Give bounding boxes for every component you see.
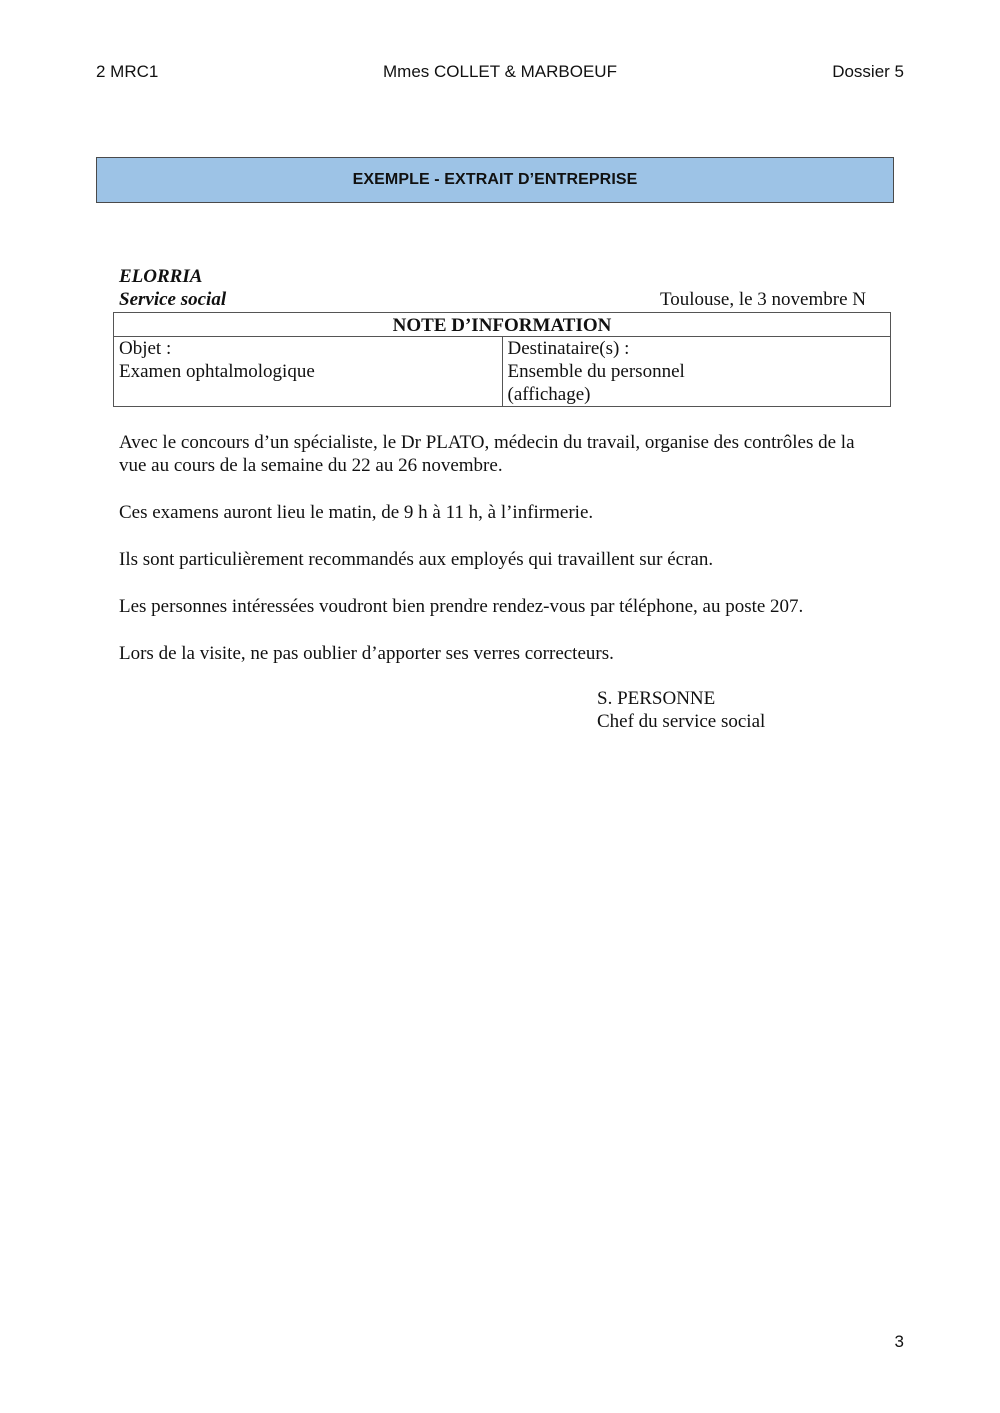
object-cell: [114, 337, 503, 407]
note-title-cell: [114, 313, 891, 337]
recipients-line-2: (affichage): [507, 384, 591, 405]
note-body: [119, 431, 869, 689]
signature-title: Chef du service social: [597, 711, 766, 732]
body-paragraph: Ces examens auront lieu le matin, de 9 h à 11 h, à l’infirmerie.: [119, 502, 594, 523]
signature-block: [597, 687, 765, 733]
body-paragraph: Ils sont particulièrement recommandés aux employés qui travaillent sur écran.: [119, 549, 714, 570]
header-center: Mmes COLLET & MARBOEUF: [383, 62, 617, 81]
recipients-label: Destinataire(s) :: [507, 338, 630, 359]
company-name: ELORRIA: [119, 266, 203, 287]
department-name: Service social: [119, 289, 227, 310]
recipients-line-1: Ensemble du personnel: [507, 361, 685, 382]
page-header: [96, 62, 904, 86]
header-left: 2 MRC1: [96, 62, 159, 81]
signature-name: S. PERSONNE: [597, 688, 716, 709]
place-date: Toulouse, le 3 novembre N: [659, 289, 866, 310]
body-paragraph: Avec le concours d’un spécialiste, le Dr PLATO, médecin du travail, organise des contrôles de la vue au cours de la semaine du 22 au 26 novembre.: [119, 432, 855, 476]
object-value: Examen ophtalmologique: [119, 361, 315, 382]
body-paragraph: Les personnes intéressées voudront bien prendre rendez-vous par téléphone, au poste 207.: [119, 596, 804, 617]
recipients-cell: [502, 337, 891, 407]
object-label: Objet :: [119, 338, 172, 359]
company-block: [119, 265, 226, 311]
section-banner: EXEMPLE - EXTRAIT D’ENTREPRISE: [96, 157, 894, 203]
body-paragraph: Lors de la visite, ne pas oublier d’apporter ses verres correcteurs.: [119, 643, 614, 664]
header-right: Dossier 5: [832, 62, 904, 81]
note-header-table: [113, 312, 891, 407]
page-number: 3: [894, 1332, 904, 1351]
note-title: NOTE D’INFORMATION: [392, 315, 612, 336]
